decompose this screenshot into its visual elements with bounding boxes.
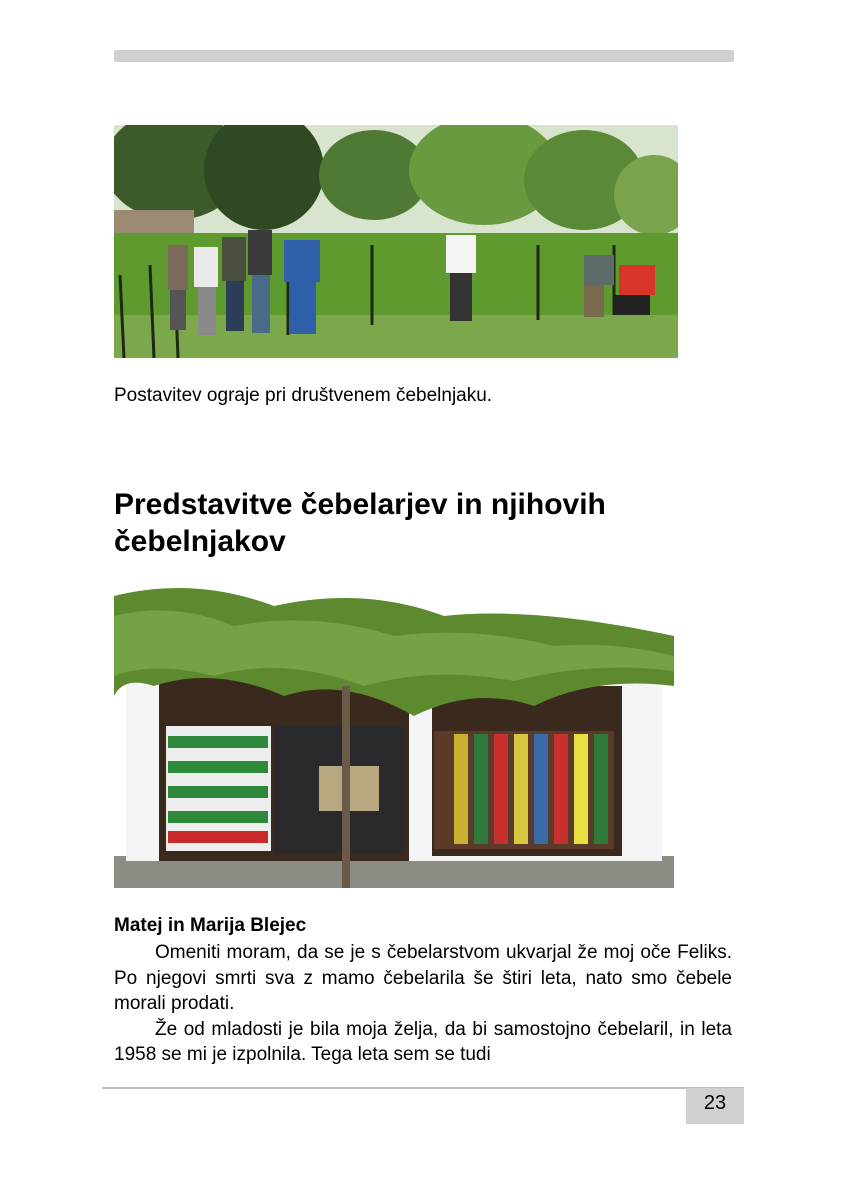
body-text (114, 940, 732, 1068)
fence-installation-photo (114, 125, 678, 358)
footer-rule (102, 1087, 744, 1089)
top-decorative-bar (114, 50, 734, 62)
page-number: 23 (686, 1088, 744, 1124)
paragraph: Že od mladosti je bila moja želja, da bi samostojno čebelaril, in leta 1958 se mi je izpolnila. Tega leta sem se tudi (114, 1018, 732, 1065)
apiary-house-photo (114, 586, 674, 888)
photo-caption: Postavitev ograje pri društvenem čebelnjaku. (114, 385, 493, 406)
section-heading: Predstavitve čebelarjev in njihovih čebelnjakov (114, 488, 606, 558)
beekeeper-name: Matej in Marija Blejec (114, 915, 307, 936)
paragraph: Omeniti moram, da se je s čebelarstvom ukvarjal že moj oče Feliks. Po njegovi smrti sva z mamo čebelarila še štiri leta, nato smo čebele morali prodati. (114, 942, 732, 1014)
